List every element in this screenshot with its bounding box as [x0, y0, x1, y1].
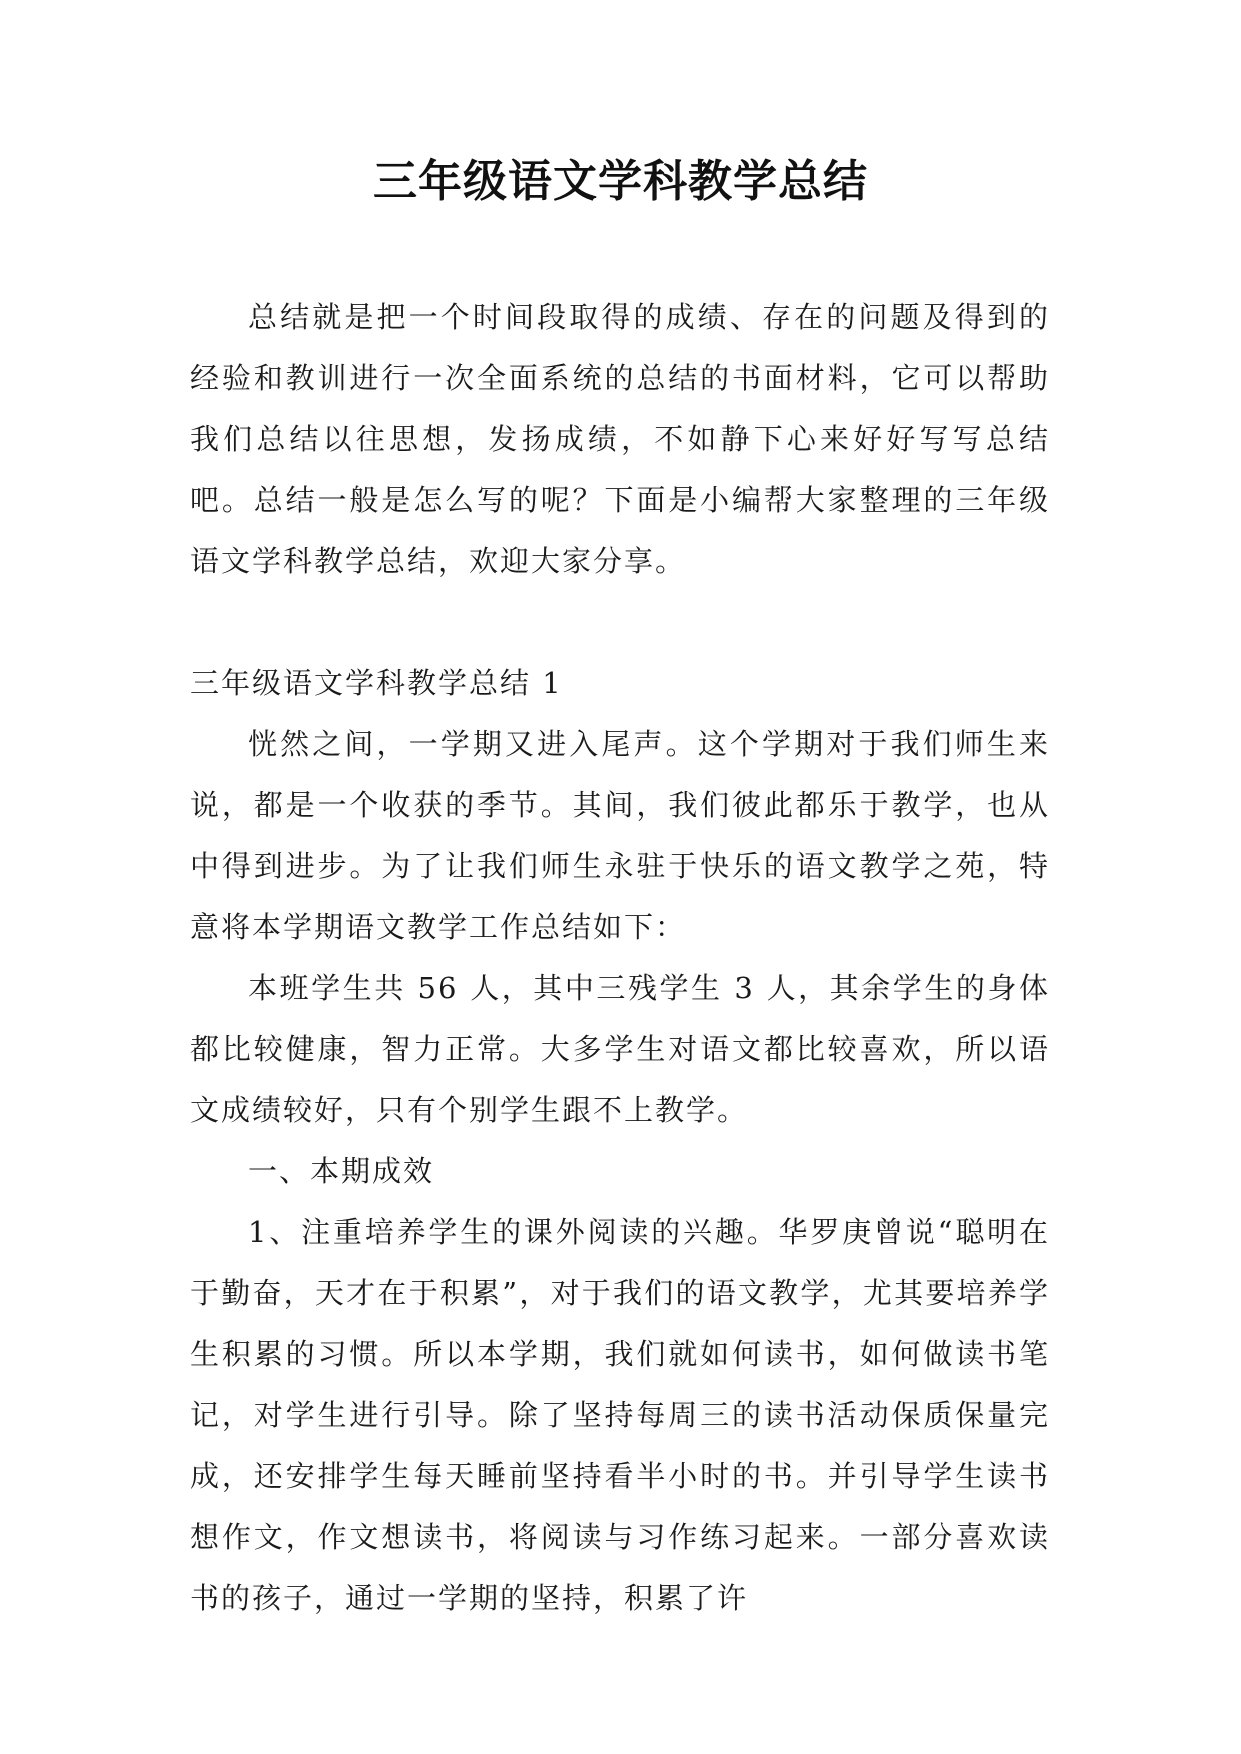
- document-body: [190, 287, 1050, 1629]
- section-heading: 三年级语文学科教学总结 1: [190, 666, 563, 700]
- subsection-heading: 一、本期成效: [248, 1154, 435, 1188]
- paragraph-gap: [190, 592, 1050, 653]
- body-paragraph: 1、注重培养学生的课外阅读的兴趣。华罗庚曾说“聪明在于勤奋，天才在于积累”，对于我们的语文教学，尤其要培养学生积累的习惯。所以本学期，我们就如何读书，如何做读书笔记，对学生进行引导。除了坚持每周三的读书活动保质保量完成，还安排学生每天睡前坚持看半小时的书。并引导学生读书想作文，作文想读书，将阅读与习作练习起来。一部分喜欢读书的孩子，通过一学期的坚持，积累了许: [190, 1215, 1050, 1615]
- document-title: 三年级语文学科教学总结: [373, 156, 868, 207]
- body-paragraph: 恍然之间，一学期又进入尾声。这个学期对于我们师生来说，都是一个收获的季节。其间，我们彼此都乐于教学，也从中得到进步。为了让我们师生永驻于快乐的语文教学之苑，特意将本学期语文教学工作总结如下：: [190, 727, 1050, 944]
- body-paragraph: 本班学生共 56 人，其中三残学生 3 人，其余学生的身体都比较健康，智力正常。大多学生对语文都比较喜欢，所以语文成绩较好，只有个别学生跟不上教学。: [190, 971, 1050, 1127]
- intro-paragraph: 总结就是把一个时间段取得的成绩、存在的问题及得到的经验和教训进行一次全面系统的总结的书面材料，它可以帮助我们总结以往思想，发扬成绩，不如静下心来好好写写总结吧。总结一般是怎么写的呢？下面是小编帮大家整理的三年级语文学科教学总结，欢迎大家分享。: [190, 300, 1050, 578]
